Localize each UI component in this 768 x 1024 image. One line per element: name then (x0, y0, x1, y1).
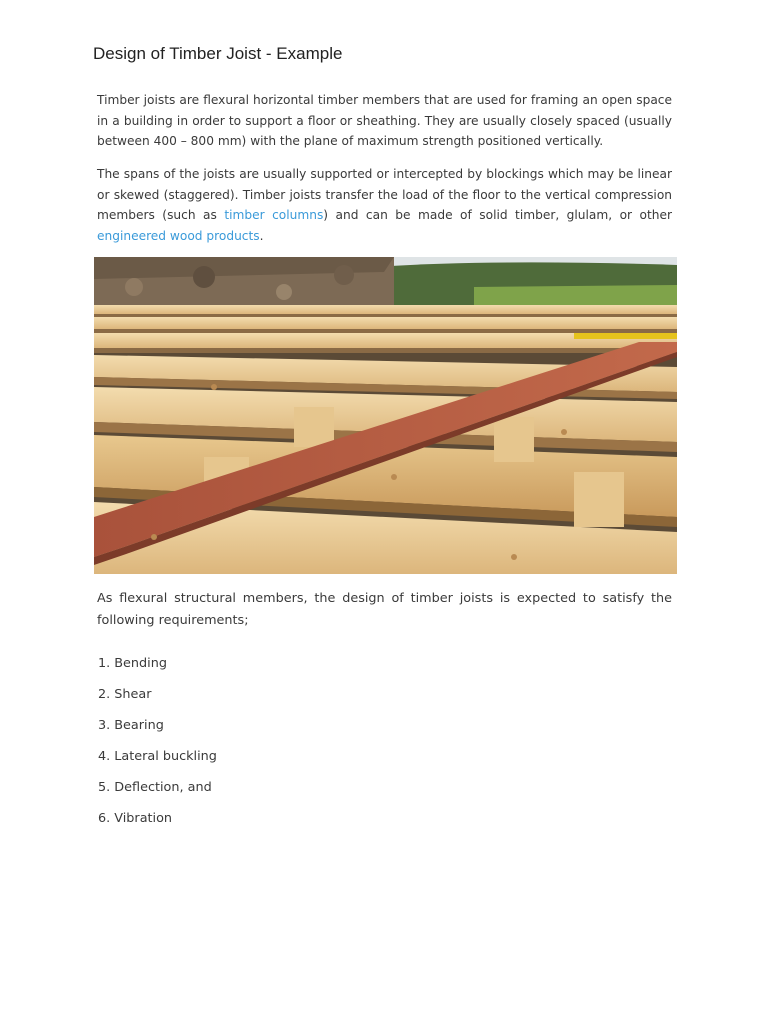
timber-columns-link[interactable]: timber columns (224, 208, 324, 222)
intro-paragraph: Timber joists are flexural horizontal timber members that are used for framing an open space in a building in order to support a floor or sheathing. They are usually closely spaced (usually between 400 – 800 mm) with the plane of maximum strength positioned vertically. (97, 93, 672, 148)
list-item: 5. Deflection, and (98, 780, 212, 795)
engineered-wood-products-link[interactable]: engineered wood products (97, 228, 260, 243)
spans-text-part3: . (259, 228, 264, 243)
requirements-list (98, 654, 217, 840)
list-item: 3. Bearing (98, 718, 164, 733)
spans-text-part2: ) and can be made of solid timber, glulam, or other (323, 208, 672, 222)
spans-text-part1: The spans of the joists are usually supported or intercepted by blockings which may be linear or skewed (staggered). Timber joists transfer the load of the floor to the vertical compression members (such as (97, 167, 672, 222)
list-item: 1. Bending (98, 656, 167, 671)
page-title: Design of Timber Joist - Example (93, 44, 343, 63)
list-item: 6. Vibration (98, 811, 173, 826)
list-item: 2. Shear (98, 687, 152, 702)
list-item: 4. Lateral buckling (98, 749, 217, 764)
timber-joist-photo (94, 257, 677, 574)
requirements-intro: As flexural structural members, the design of timber joists is expected to satisfy the following requirements; (97, 591, 672, 628)
spans-paragraph (97, 164, 672, 246)
